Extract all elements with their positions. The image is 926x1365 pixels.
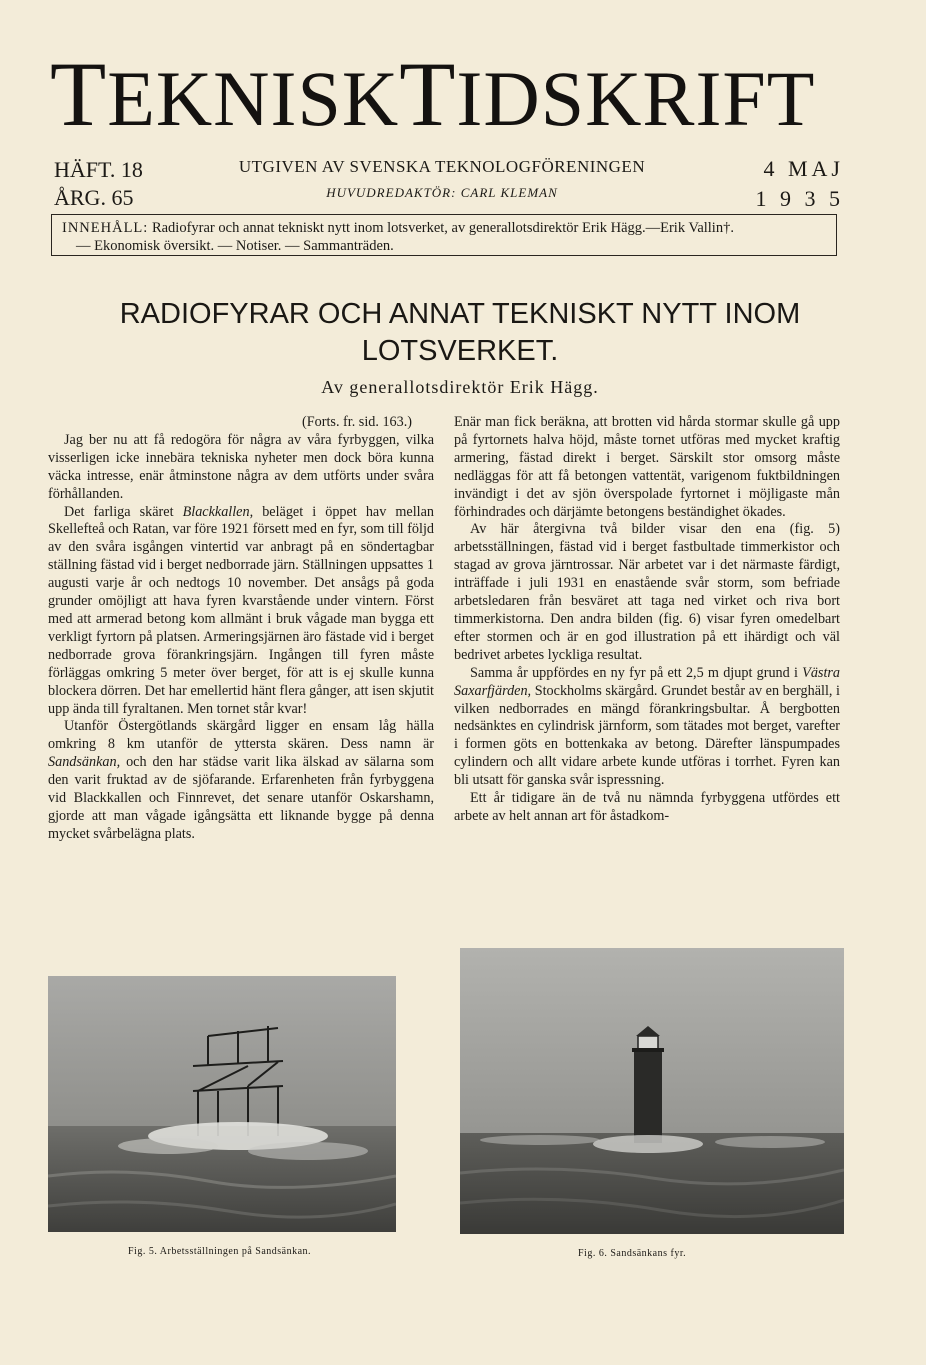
- publisher: UTGIVEN AV SVENSKA TEKNOLOGFÖRENINGEN: [238, 157, 646, 176]
- masthead-t2: T: [399, 43, 457, 145]
- contents-line1: [62, 219, 836, 237]
- editor: HUVUDREDAKTÖR: CARL KLEMAN: [326, 185, 558, 200]
- paragraph: Jag ber nu att få redogöra för några av våra fyrbyggen, vilka visserligen icke innebära tekniska nyheter men dock böra kunna väcka intresse, enär åtminstone några av dem utförts under svåra förhållanden.: [48, 431, 434, 502]
- masthead-word2: IDSKRIFT: [456, 55, 816, 142]
- figure-5-caption: Fig. 5. Arbetsställningen på Sandsänkan.: [128, 1246, 312, 1257]
- contents-line2: — Ekonomisk översikt. — Notiser. — Sammanträden.: [76, 238, 394, 254]
- paragraph: Utanför Östergötlands skärgård ligger en ensam låg hälla omkring 8 km utanför de yttersta skären. Dess namn är Sandsänkan, och den har städse varit lika älskad av sälarna som den varit fruktad av de sjöfarande. Erfarenheten från fyrbyggena vid Blackkallen och Finnrevet, det senare utanför Oskarshamn, gjorde att man vågade igångsätta ett liknande bygge på denna mycket svårbelägna plats.: [48, 718, 434, 842]
- paragraph: Det farliga skäret Blackkallen, beläget i öppet hav mellan Skellefteå och Ratan, var före 1921 försett med en fyr, som till följd av den svåra isgången vintertid var anbragt på en söndertagbar ställning fästad vid i berget nedborrade järn. Ställningen uppsattes 1 augusti varje år och nedtogs 10 november. Det ansågs på goda grunder omöjligt att hava fyren kvarstående under vintern. Först med att armerad betong kom allmänt i bruk vågade man bygga ett verkligt fyrtorn på platsen. Armeringsjärnen äro fästade vid i berget nedborrade grova förankringsjärn. Ingången till fyren måste förläggas omkring 5 meter över berget, för att is ej skulle kunna blockera dörren. Det har emellertid hänt flera gånger, att isen skjutit upp ända till fyraltanen. Men tornet står kvar!: [48, 503, 435, 717]
- title-line2: LOTSVERKET.: [361, 335, 559, 367]
- figure-6-caption: Fig. 6. Sandsänkans fyr.: [578, 1248, 687, 1259]
- paragraph: Ett år tidigare än de två nu nämnda fyrbyggena utfördes ett arbete av helt annan art för åstadkom-: [454, 790, 840, 824]
- lighthouse-photo-image: [460, 948, 844, 1234]
- contents-text1: Radiofyrar och annat tekniskt nytt inom lotsverket, av generallotsdirektör Erik Hägg.—Erik Vallin†.: [151, 220, 734, 236]
- scaffold-photo-image: [48, 976, 396, 1232]
- paragraph: Enär man fick beräkna, att brotten vid hårda stormar skulle gå upp på fyrtornets halva höjd, måste tornet utföras med mycket kraftig armering, fästad direkt i berget. Särskilt stor omsorg måste nedläggas för att få betongen vattentät, varigenom fuktbildningen invändigt i det av sjön överspolade fyrtornet i möjligaste mån förhindrades och därjämte betongens beständighet ökades.: [454, 414, 840, 520]
- issue-number: HÄFT. 18: [54, 157, 143, 182]
- place-name: Västra Saxarfjärden,: [454, 664, 840, 699]
- paragraph: Samma år uppfördes en ny fyr på ett 2,5 m djupt grund i Västra Saxarfjärden, Stockholms skärgård. Grundet består av en berghäll, i vilken nedborrades en mängd förankringsbultar. Å bergbotten nedsänktes en cylindrisk järnform, som tätades mot berget, varefter i formen göts en bottenkaka av betong. Därefter länspumpades cylindern och allt vidare arbete kunde utföras i torrhet. Fyren kan bli utsatt för ganska svår ispressning.: [454, 664, 840, 789]
- figure-5-photo: [48, 976, 396, 1232]
- issue-year: 1 9 3 5: [755, 186, 844, 211]
- contents-label: INNEHÅLL:: [62, 220, 149, 236]
- byline: Av generallotsdirektör Erik Hägg.: [321, 377, 599, 397]
- place-name: Sandsänkan,: [48, 754, 121, 771]
- volume-number: ÅRG. 65: [54, 185, 134, 210]
- issue-date: 4 MAJ: [763, 156, 844, 181]
- publisher-info: [232, 156, 652, 208]
- continued-note: (Forts. fr. sid. 163.): [302, 414, 412, 430]
- article-title: [60, 296, 860, 370]
- title-line1: RADIOFYRAR OCH ANNAT TEKNISKT NYTT INOM: [119, 298, 801, 330]
- column-right: [454, 414, 840, 826]
- figure-6-photo: [460, 948, 844, 1234]
- masthead: [50, 43, 850, 145]
- place-name: Blackkallen,: [182, 503, 254, 520]
- contents-box: [51, 214, 837, 256]
- date-info: [740, 154, 844, 214]
- column-left: [48, 414, 434, 844]
- paragraph: Av här återgivna två bilder visar den ena (fig. 5) arbetsställningen, fästad vid i berget fastbultade timmerkistor och stagad av grova järntrossar. När arbetet var i det närmaste färdigt, inträffade i juli 1931 en enastående svår storm, som befriade arbetsledaren från besväret att taga ned virket och riva bort timmerkistorna. Den andra bilden (fig. 6) visar fyren omedelbart efter stormen och är en god illustration på ett ihärdigt och väl bedrivet arbetes lyckliga resultat.: [454, 521, 840, 663]
- masthead-t1: T: [50, 43, 108, 145]
- masthead-word1: EKNISK: [107, 55, 400, 142]
- issue-info: [54, 156, 143, 212]
